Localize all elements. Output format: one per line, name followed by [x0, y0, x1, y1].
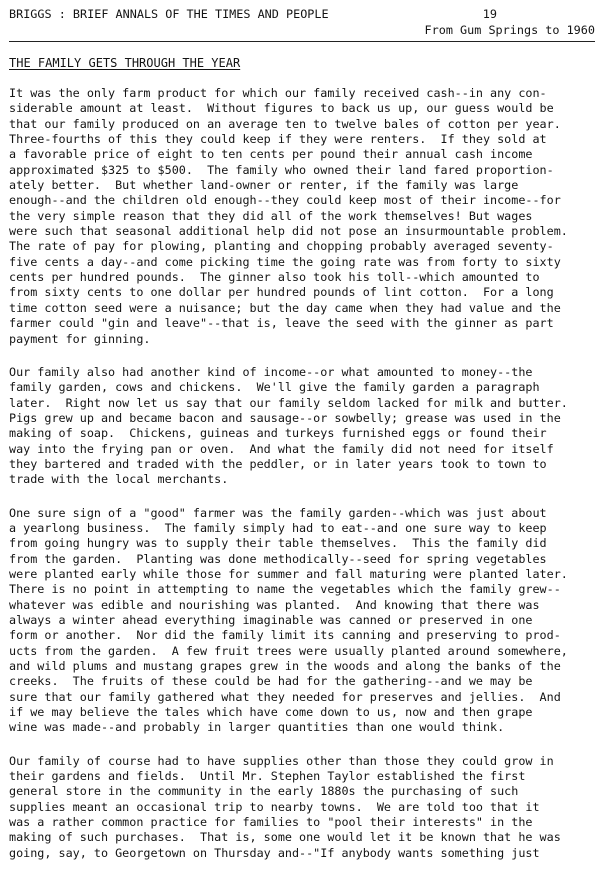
text-line: One sure sign of a "good" farmer was the family garden--which was just about	[9, 505, 547, 520]
text-line: trade with the local merchants.	[9, 472, 229, 487]
running-subtitle: From Gum Springs to 1960	[424, 23, 595, 37]
text-line: way into the frying pan or oven. And what the family did not need for itself	[9, 441, 554, 456]
text-line: payment for ginning.	[9, 331, 151, 346]
text-line: supplies meant an occasional trip to nearby towns. We are told too that it	[9, 799, 540, 814]
text-line: family garden, cows and chickens. We'll give the family garden a paragraph	[9, 380, 540, 395]
text-line: that our family produced on an average ten to twelve bales of cotton per year.	[9, 116, 561, 131]
body-text	[9, 86, 599, 879]
text-line: Our family of course had to have supplies other than those they could grow in	[9, 753, 554, 768]
text-line: if we may believe the tales which have come down to us, now and then grape	[9, 705, 533, 720]
text-line: their gardens and fields. Until Mr. Stephen Taylor established the first	[9, 769, 526, 784]
text-line: It was the only farm product for which our family received cash--in any con-	[9, 86, 547, 100]
text-line: five cents a day--and come picking time the going rate was from forty to sixty	[9, 254, 561, 269]
text-line: wine was made--and probably in larger quantities than one would think.	[9, 720, 505, 735]
text-line: general store in the community in the early 1880s the purchasing of such	[9, 784, 519, 799]
text-line: the very simple reason that they did all of the work themselves! But wages	[9, 208, 533, 223]
paragraph	[9, 754, 599, 861]
text-line: enough--and the children old enough--they could keep most of their income--for	[9, 193, 561, 208]
text-line: from going hungry was to supply their table themselves. This the family did	[9, 536, 547, 551]
text-line: Our family also had another kind of income--or what amounted to money--the	[9, 364, 533, 379]
text-line: they bartered and traded with the peddler, or in later years took to town to	[9, 456, 547, 471]
text-line: were planted early while those for summer and fall maturing were planted later.	[9, 566, 568, 581]
paragraph	[9, 506, 599, 736]
text-line: later. Right now let us say that our family seldom lacked for milk and butter.	[9, 395, 568, 410]
text-line: farmer could "gin and leave"--that is, leave the seed with the ginner as part	[9, 316, 554, 331]
text-line: going, say, to Georgetown on Thursday and--"If anybody wants something just	[9, 845, 540, 860]
header-rule	[9, 41, 595, 42]
text-line: were such that seasonal additional help did not pose an insurmountable problem.	[9, 224, 568, 239]
text-line: from the garden. Planting was done methodically--seed for spring vegetables	[9, 551, 547, 566]
paragraph	[9, 365, 599, 488]
paragraph	[9, 86, 599, 347]
text-line: and wild plums and mustang grapes grew in the woods and along the banks of the	[9, 659, 561, 674]
text-line: Pigs grew up and became bacon and sausage--or sowbelly; grease was used in the	[9, 410, 561, 425]
text-line: sure that our family gathered what they needed for preserves and jellies. And	[9, 689, 561, 704]
text-line: time cotton seed were a nuisance; but the day came when they had value and the	[9, 300, 561, 315]
text-line: making of such purchases. That is, some one would let it be known that he was	[9, 830, 561, 845]
text-line: from sixty cents to one dollar per hundred pounds of lint cotton. For a long	[9, 285, 554, 300]
text-line: There is no point in attempting to name the vegetables which the family grew--	[9, 582, 561, 597]
text-line: a favorable price of eight to ten cents per pound their annual cash income	[9, 147, 533, 162]
text-line: form or another. Nor did the family limit its canning and preserving to prod-	[9, 628, 561, 643]
text-line: making of soap. Chickens, guineas and turkeys furnished eggs or found their	[9, 426, 547, 441]
text-line: The rate of pay for plowing, planting and chopping probably averaged seventy-	[9, 239, 554, 254]
text-line: Three-fourths of this they could keep if they were renters. If they sold at	[9, 132, 547, 147]
text-line: approximated $325 to $500. The family who owned their land fared proportion-	[9, 162, 554, 177]
text-line: siderable amount at least. Without figures to back us up, our guess would be	[9, 101, 554, 116]
page-number: 19	[482, 7, 497, 21]
text-line: always a winter ahead everything imaginable was canned or preserved in one	[9, 613, 533, 627]
text-line: whatever was edible and nourishing was planted. And knowing that there was	[9, 597, 540, 612]
text-line: creeks. The fruits of these could be had for the gathering--and we may be	[9, 674, 533, 689]
text-line: ately better. But whether land-owner or renter, if the family was large	[9, 178, 519, 193]
text-line: ucts from the garden. A few fruit trees were usually planted around somewhere,	[9, 643, 568, 658]
text-line: a yearlong business. The family simply had to eat--and one sure way to keep	[9, 520, 547, 535]
section-title: THE FAMILY GETS THROUGH THE YEAR	[9, 56, 241, 70]
text-line: was a rather common practice for families to "pool their interests" in the	[9, 815, 533, 830]
running-title: BRIGGS : BRIEF ANNALS OF THE TIMES AND PEOPLE	[9, 7, 329, 21]
text-line: cents per hundred pounds. The ginner also took his toll--which amounted to	[9, 270, 540, 285]
